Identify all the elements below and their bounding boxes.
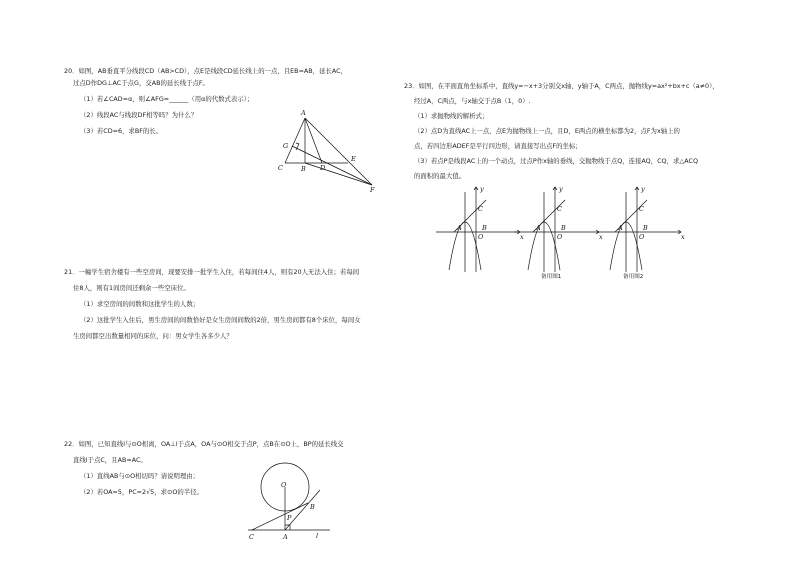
q23-sub3a: （3）若点P是线段AC上的一个动点，过点P作x轴的垂线，交抛物线于点Q，连接AQ，CQ，求△ACQ [414,157,699,165]
q22-sub1: （1）直线AB与⊙O相切吗？请说明理由； [80,472,200,480]
q22-line2: 直线l于点C，且AB=AC。 [73,456,147,464]
label-P: P [287,514,292,522]
q20-sub2: （2）线段AC与线段DF相等吗？为什么？ [80,111,198,119]
label-A: A [536,224,541,232]
q20-line2: 过点D作DG⊥AC于点G，交AB的延长线于点F。 [73,79,209,87]
q23-line2: 经过A，C两点，与x轴交于点B（1，0）. [414,97,531,105]
label-C: C [478,205,483,213]
graph-main [436,185,524,272]
label-A: A [283,533,288,541]
label-A: A [618,224,623,232]
q23-sub2b: 点，若四边形ADEF是平行四边形，请直接写出点F的坐标； [414,142,582,150]
q20-sub1: （1）若∠CAD=α，则∠AFG=______（用α的代数式表示）； [80,95,254,103]
label-C: C [557,205,562,213]
label-O: O [557,233,563,241]
label-C: C [249,533,254,541]
q20-sub3: （3）若CD=6，求BF的长。 [80,127,163,135]
label-B: B [310,503,315,511]
label-y: y [641,185,645,193]
q21-sub2: （2）这批学生入住后，男生房间的间数恰好是女生房间间数的2倍，男生房间都有8个床位，每间女 [80,316,361,324]
label-B: B [561,224,566,232]
label-C: C [639,205,644,213]
caption-backup1: 备用图1 [541,274,562,280]
label-G: G [283,142,289,150]
q23-sub2a: （2）点D为直线AC上一点，点E为抛物线上一点，且D，E两点的横坐标都为2，点F为x轴上的 [414,127,680,135]
label-O: O [639,233,645,241]
label-B: B [301,165,306,173]
label-x: x [520,233,524,241]
q23-sub3b: 的面积的最大值。 [414,172,466,180]
q20-line1: 20．如图，AB垂直平分线段CD（AB>CD），点E是线段CD延长线上的一点，且EB=AB，延长AC， [64,67,347,75]
label-F: F [370,186,375,194]
label-E: E [351,155,356,163]
q23-sub1: （1）求抛物线的解析式； [414,112,489,120]
caption-backup2: 备用图2 [623,274,644,280]
label-O: O [281,481,287,489]
q21-line2: 住8人，则有1间房间还剩余一些空床位。 [73,284,190,292]
label-D: D [320,164,326,172]
label-C: C [278,164,283,172]
label-B: B [643,224,648,232]
q21-line1: 21．一幢学生宿舍楼有一些空房间，现要安排一批学生入住，若每间住4人，则有20人无法入住；若每间 [64,268,360,276]
label-x: x [681,233,685,241]
graph-backup1 [515,185,603,280]
q21-sub3: 生房间都空出数量相同的床位，问：男女学生各多少人？ [73,332,233,340]
q22-line1: 22．如图，已知直线l与⊙O相离，OA⊥l于点A，OA与⊙O相交于点P，点B在⊙O上，BP的延长线交 [64,440,344,448]
graph-backup2 [597,185,685,280]
label-x: x [599,233,603,241]
label-l: l [316,532,319,540]
q22-sub2: （2）若OA=5，PC=2√5，求⊙O的半径。 [80,488,203,496]
q23-line1: 23．如图，在平面直角坐标系中，直线y=−x+3分别交x轴、y轴于A，C两点，抛物线y=ax²+bx+c（a≠0）， [404,82,719,90]
label-y: y [480,185,484,193]
label-O: O [478,233,484,241]
label-y: y [559,185,563,193]
label-A: A [301,109,306,117]
label-A: A [457,224,462,232]
q21-sub1: （1）求空房间的间数和这批学生的人数； [80,300,200,308]
label-B: B [482,224,487,232]
